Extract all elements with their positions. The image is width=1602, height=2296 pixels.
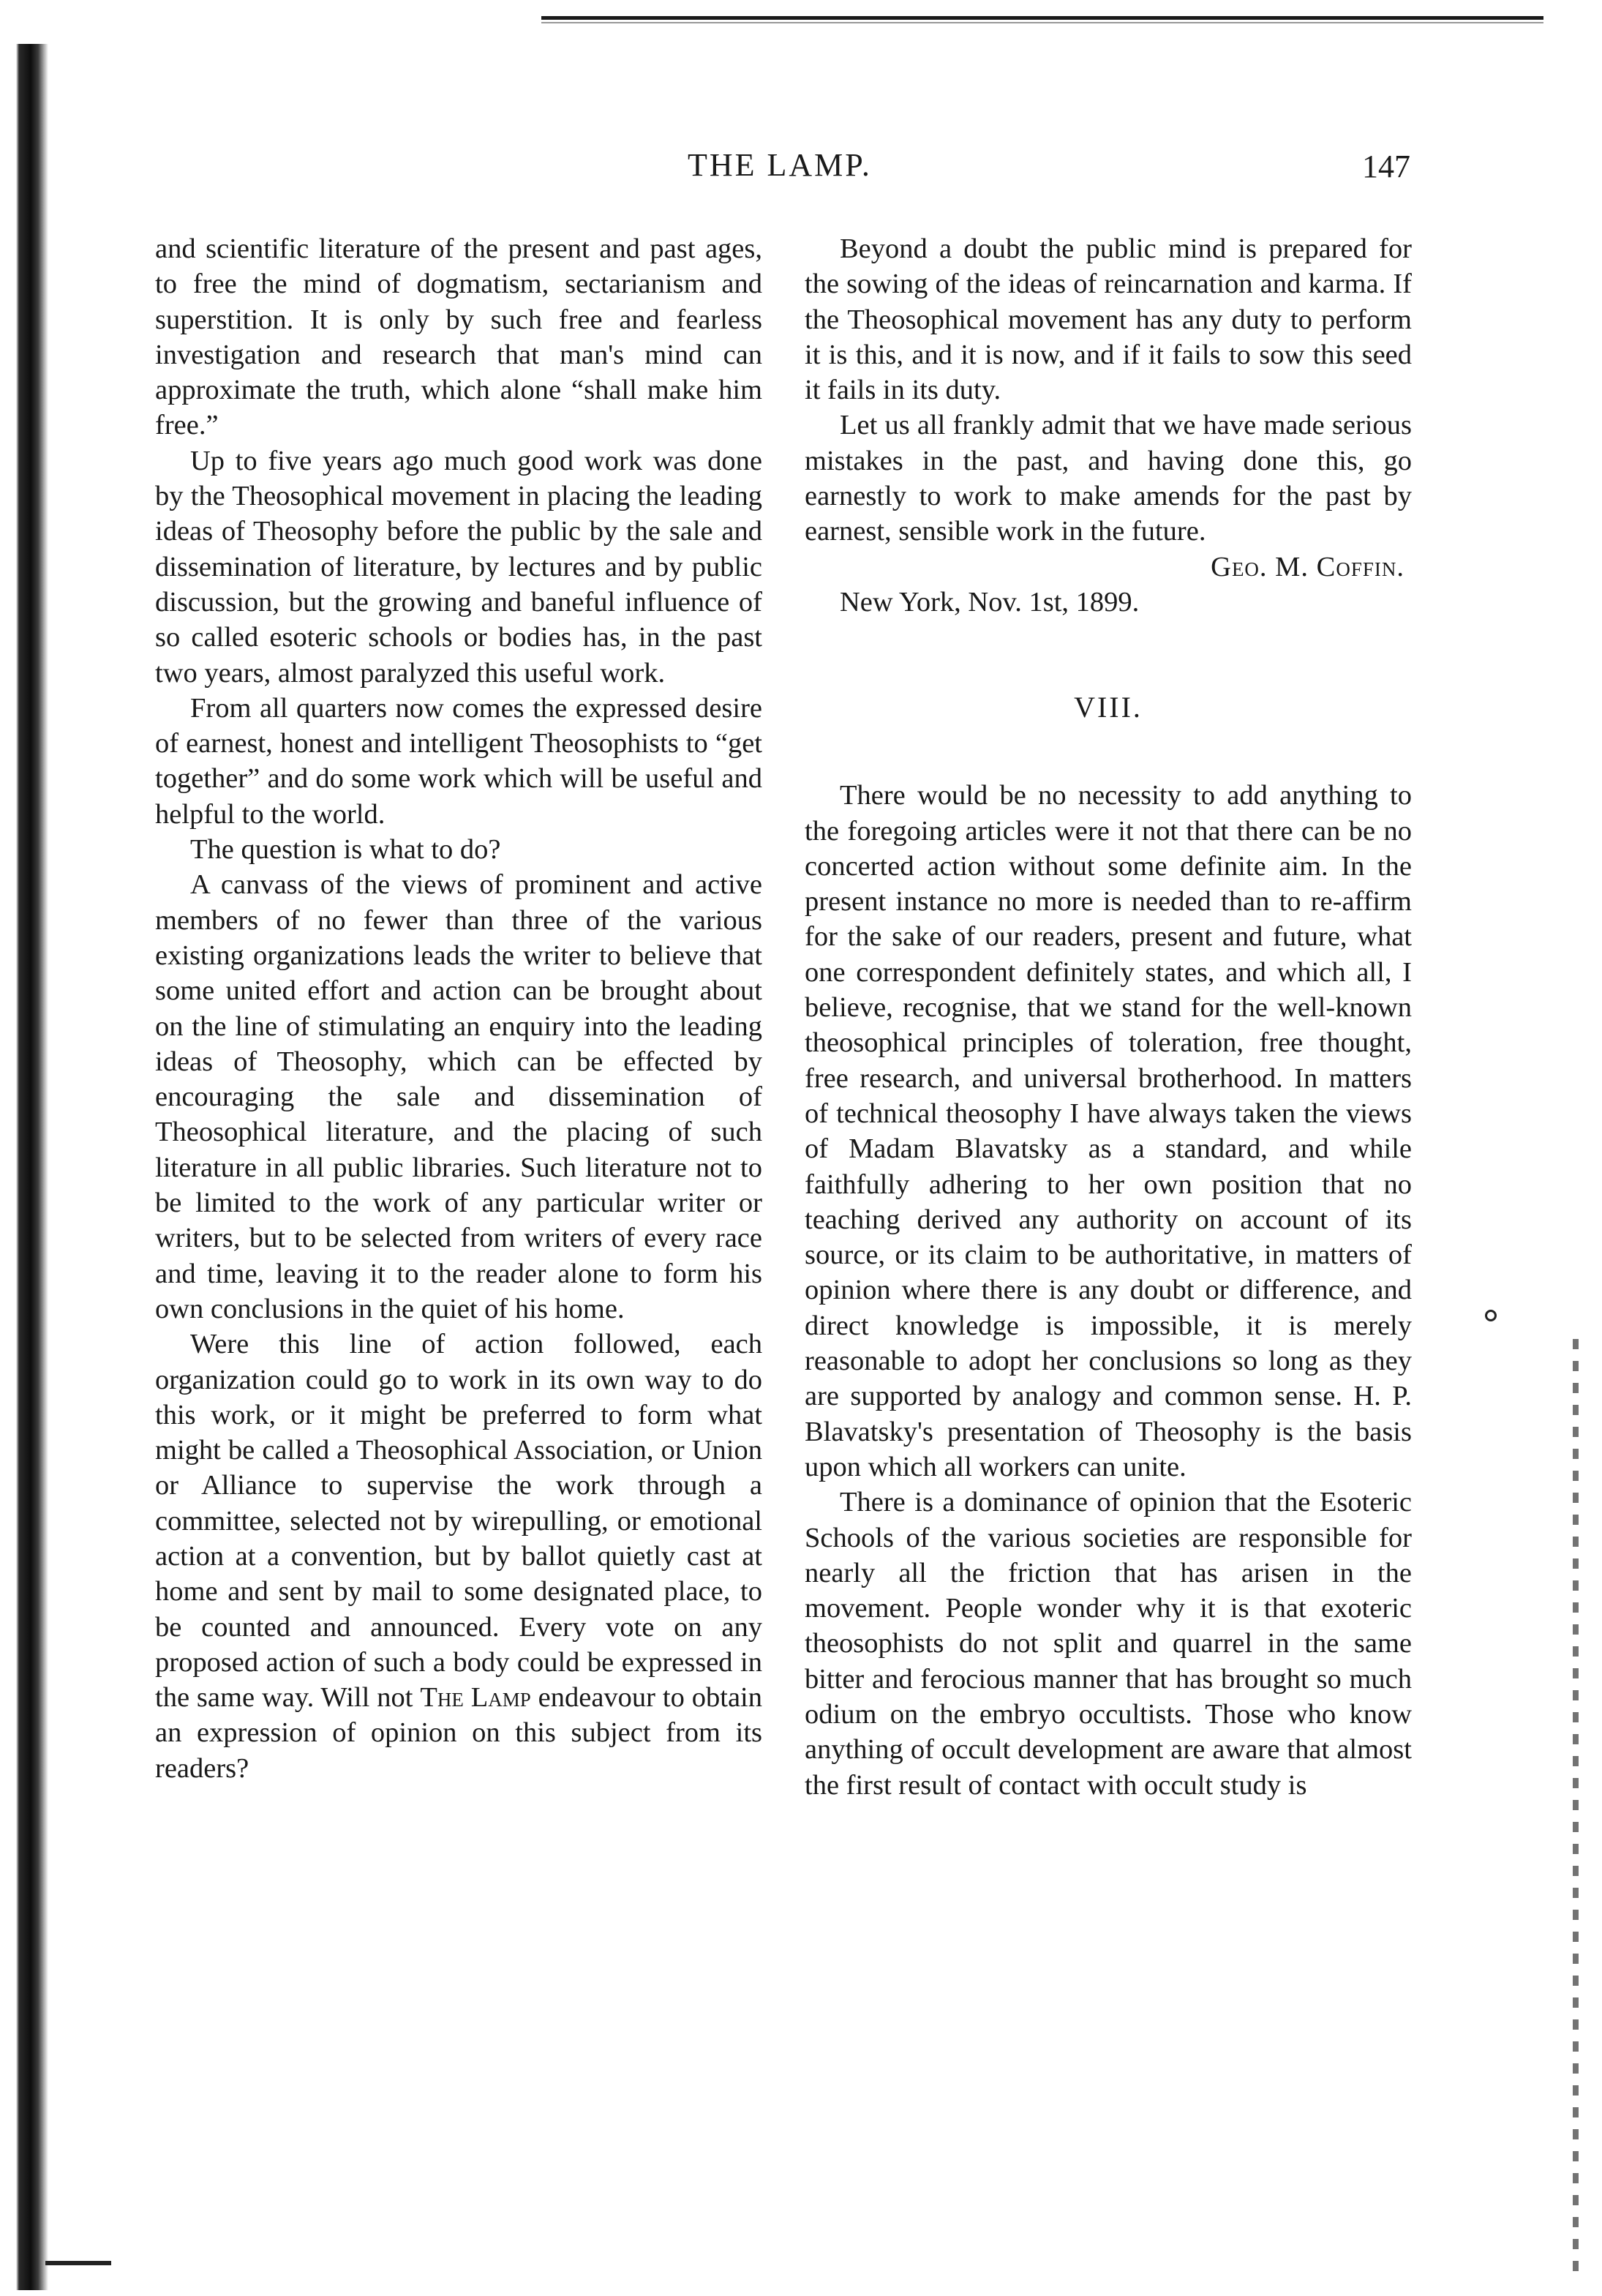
left-column [155, 231, 762, 2265]
paragraph: From all quarters now comes the expressed desire of earnest, honest and intelligent Theosophists to “get together” and do some work which will be useful and helpful to the world. [155, 692, 762, 830]
section-numeral: VIII. [1074, 691, 1143, 724]
right-column [805, 231, 1412, 2265]
paragraph: There is a dominance of opinion that the Esoteric Schools of the various societies are responsible for nearly all the friction that has arisen in the movement. People wonder why it is that exoteric theosophists do not split and quarrel in the same bitter and ferocious manner that has brought so much odium on the embryo occultists. Those who know anything of occult development are aware that almost the first result of contact with occult study is [805, 1487, 1412, 1801]
binding-edge-mark [45, 2261, 111, 2265]
running-title: THE LAMP. [688, 147, 872, 183]
dateline: New York, Nov. 1st, 1899. [840, 586, 1140, 618]
signature: Geo. M. Coffin. [1211, 551, 1404, 582]
top-rule-shadow [541, 22, 1543, 23]
paragraph: A canvass of the views of prominent and active members of no fewer than three of the various existing organizations leads the writer to believe that some united effort and action can be brought about on the line of stimulating an enquiry into the leading ideas of Theosophy, which can be effected by encouraging the sale and dissemination of Theosophical literature, and the placing of such literature in all public libraries. Such literature not to be limited to the work of any particular writer or writers, but to be selected from writers of every race and time, leaving it to the reader alone to form his own conclusions in the quiet of his home. [155, 869, 762, 1324]
stray-mark [1485, 1310, 1497, 1321]
paragraph: There would be no necessity to add anything to the foregoing articles were it not that there can be no concerted action without some definite aim. In the present instance no more is needed than to re-affirm for the sake of our readers, present and future, what one correspondent definitely states, and which all, I believe, recognise, that we stand for the well-known theosophical principles of toleration, free thought, free research, and universal brotherhood. In matters of technical theosophy I have always taken the views of Madam Blavatsky as a standard, and while faithfully adhering to her own position that no teaching derived any authority on account of its source, or its claim to be authoritative, in matters of opinion where there is any doubt or difference, and direct knowledge is impossible, it is merely reasonable to adopt her conclusions so long as they are supported by analogy and common sense. H. P. Blavatsky's presentation of Theosophy is the basis upon which all workers can unite. [805, 780, 1412, 1482]
binding-edge-shadow [0, 44, 51, 2290]
paragraph: The question is what to do? [190, 834, 501, 866]
paragraph: Up to five years ago much good work was done by the Theosophical movement in placing the leading ideas of Theosophy before the public by the sale and dissemination of literature, by lectures and by public discussion, but the growing and baneful influence of so called esoteric schools or bodies has, in the past two years, almost paralyzed this useful work. [155, 445, 762, 689]
paragraph: Let us all frankly admit that we have made serious mistakes in the past, and having done this, go earnestly to work to make amends for the past by earnest, sensible work in the future. [805, 410, 1412, 547]
paragraph-text: Were this line of action followed, each organization could go to work in its own way to do this work, or it might be preferred to form what might be called a Theosophical Association, or Union or Alliance to supervise the work through a committee, selected not by wirepulling, or emotional action at a convention, but by ballot quietly cast at home and sent by mail to some designated place, to be counted and announced. Every vote on any proposed action of such a body could be expressed in the same way. Will not [155, 1329, 762, 1714]
top-rule [541, 16, 1543, 20]
paragraph: Beyond a doubt the public mind is prepared for the sowing of the ideas of reincarnation and karma. If the Theosophical movement has any duty to perform it is this, and it is now, and if it fails to sow this seed it fails in its duty. [805, 233, 1412, 406]
paragraph-text: endeavour to obtain an expression of opinion on this subject from its readers? [155, 1682, 762, 1784]
page-number: 147 [1362, 149, 1410, 184]
paragraph: and scientific literature of the present and past ages, to free the mind of dogmatism, sectarianism and superstition. It is only by such free and fearless investigation and research that man's mind can approximate the truth, which alone “shall make him free.” [155, 233, 762, 441]
paragraph [155, 1327, 762, 1786]
right-edge-marks [1573, 1339, 1579, 2276]
journal-name: The Lamp [420, 1682, 531, 1714]
